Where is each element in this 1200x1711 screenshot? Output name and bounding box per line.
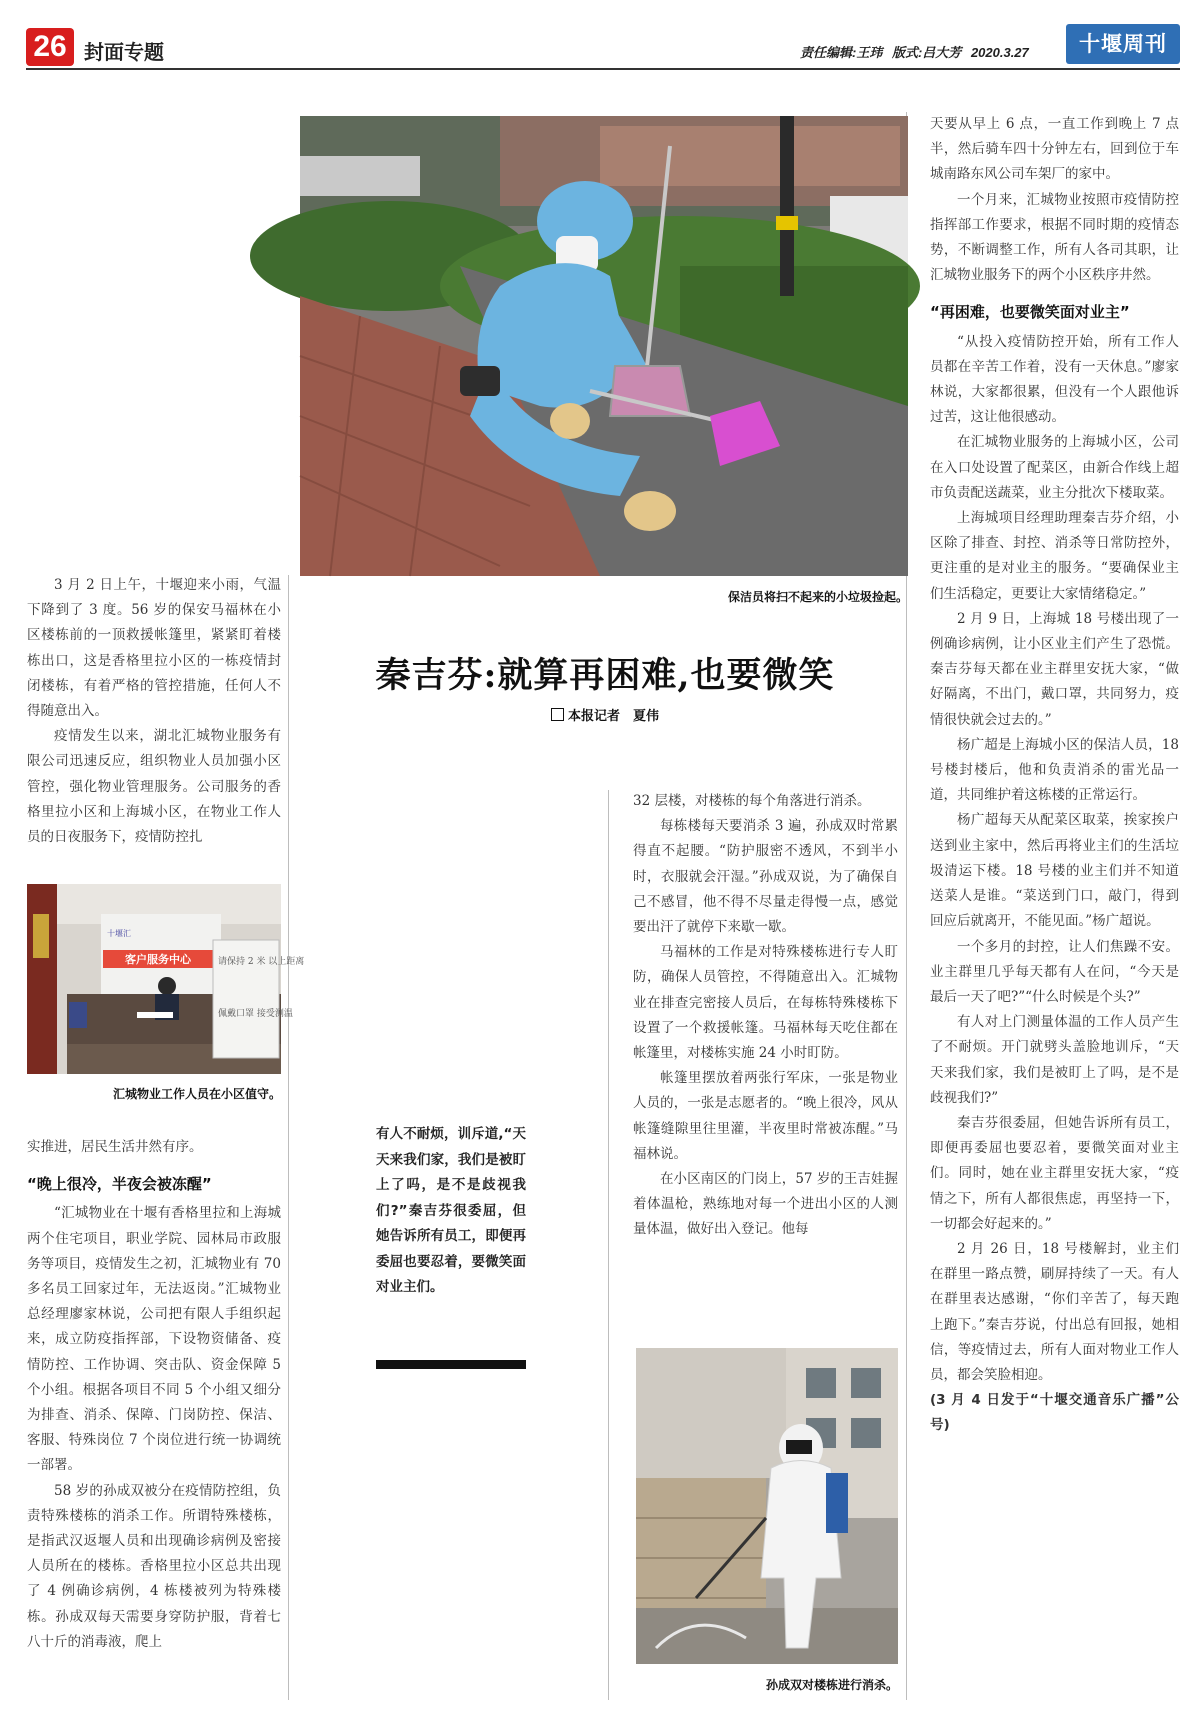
office-photo-caption: 汇城物业工作人员在小区值守。 <box>112 1087 281 1101</box>
paragraph: 有人对上门测量体温的工作人员产生了不耐烦。开门就劈头盖脸地训斥，“天天来我们家，我们是被盯上了吗，是不是歧视我们?” <box>930 1014 1179 1106</box>
cleaner-image <box>300 116 908 576</box>
paragraph: 杨广超每天从配菜区取菜，挨家挨户送到业主家中，然后再将业主们的生活垃圾清运下楼。18 号楼的业主们并不知道送菜人是谁。“菜送到门口，敲门，得到回应后就离开，不能见面。”杨广超说。 <box>930 812 1179 930</box>
pull-quote: 有人不耐烦，训斥道,“天天来我们家，我们是被盯上了吗，是不是歧视我们?”秦吉芬很委屈，但她告诉所有员工，即便再委屈也要忍着，要微笑面对业主们。 <box>376 1126 526 1295</box>
distance-sign-text: 请保持 2 米 以上距离 <box>218 957 305 967</box>
byline-text: 本报记者 夏伟 <box>567 708 659 723</box>
main-photo <box>300 116 908 576</box>
subheading: “晚上很冷，半夜会被冻醒” <box>27 1175 212 1194</box>
paragraph: 2 月 26 日，18 号楼解封，业主们在群里一路点赞，刷屏持续了一天。有人在群里表达感谢，“你们辛苦了，每天跑上跑下。”秦吉芬说，付出总有回报，她相信，等疫情过去，所有人面对物业工作人员，都会笑脸相迎。 <box>930 1240 1179 1383</box>
subheading: “再困难，也要微笑面对业主” <box>930 303 1130 322</box>
office-logo-text: 十堰汇 <box>107 929 131 938</box>
article-byline <box>300 705 910 724</box>
paragraph: 实推进，居民生活井然有序。 <box>27 1139 203 1155</box>
paragraph: 一个多月的封控，让人们焦躁不安。业主群里几乎每天都有人在问，“今天是最后一天了吧?”“什么时候是个头?” <box>930 938 1179 1005</box>
office-image <box>27 884 305 1074</box>
article-signoff: (3 月 4 日发于“十堰交通音乐广播”公号) <box>930 1392 1179 1434</box>
article-headline: 秦吉芬:就算再困难,也要微笑 <box>375 655 835 696</box>
paragraph: 秦吉芬很委屈，但她告诉所有员工，即便再委屈也要忍着，要微笑面对业主们。同时，她在业主群里安抚大家，“疫情之下，所有人都很焦虑，再坚持一下，一切都会好起来的。” <box>930 1114 1179 1232</box>
editor-credit: 责任编辑:王玮 <box>800 45 883 60</box>
main-photo-caption: 保洁员将扫不起来的小垃圾捡起。 <box>727 590 908 604</box>
paragraph: 3 月 2 日上午，十堰迎来小雨，气温下降到了 3 度。56 岁的保安马福林在小区楼栋前的一顶救援帐篷里，紧紧盯着楼栋出口，这是香格里拉小区的一栋疫情封闭楼栋，有着严格的管控措施，任何人不得随意出入。 <box>27 577 281 720</box>
disinfection-photo-caption: 孙成双对楼栋进行消杀。 <box>765 1678 898 1692</box>
disinfection-photo <box>636 1348 898 1664</box>
paragraph: 32 层楼，对楼栋的每个角落进行消杀。 <box>633 793 871 809</box>
article-column-4 <box>930 112 1179 1439</box>
paragraph: 2 月 9 日，上海城 18 号楼出现了一例确诊病例，让小区业主们产生了恐慌。秦吉芬每天都在业主群里安抚大家，“做好隔离，不出门，戴口罩，共同努力，疫情很快就会过去的。” <box>930 610 1179 728</box>
paragraph: 马福林的工作是对特殊楼栋进行专人盯防，确保人员管控，不得随意出入。汇城物业在排查完密接人员后，在每栋特殊楼栋下设置了一个救援帐篷。马福林每天吃住都在帐篷里，对楼栋实施 24 小时盯防。 <box>633 944 898 1062</box>
paragraph: 一个月来，汇城物业按照市疫情防控指挥部工作要求，根据不同时期的疫情态势，不断调整工作，所有人各司其职，让汇城物业服务下的两个小区秩序井然。 <box>930 191 1179 284</box>
paragraph: 帐篷里摆放着两张行军床，一张是物业人员的，一张是志愿者的。“晚上很冷，风从帐篷缝隙里往里灌，半夜里时常被冻醒。”马福林说。 <box>633 1070 898 1162</box>
masthead-logo: 十堰周刊 <box>1066 24 1180 64</box>
editor-credits <box>800 42 1035 61</box>
paragraph: “汇城物业在十堰有香格里拉和上海城两个住宅项目，职业学院、园林局市政服务等项目，疫情发生之初，汇城物业有 70 多名员工回家过年，无法返岗。”汇城物业总经理廖家林说，公司把有限人手组织起来，成立防疫指挥部，下设物资储备、疫情防控、工作协调、突击队、资金保障 5 个小组。根据各项目不同 5 个小组又细分为排查、消杀、保障、门岗防控、保洁、客服、特殊岗位 7 个岗位进行统一协调统一部署。 <box>27 1205 281 1474</box>
mask-sign-text: 佩戴口罩 接受测温 <box>218 1009 293 1019</box>
layout-credit: 版式:吕大芳 <box>891 45 962 60</box>
issue-date: 2020.3.27 <box>970 45 1029 60</box>
paragraph: 每栋楼每天要消杀 3 遍，孙成双时常累得直不起腰。“防护服密不透风，不到半小时，衣服就会汗湿。”孙成双说，为了确保自己不感冒，他不得不尽量走得慢一点，感觉要出汗了就停下来歇一歇。 <box>633 818 898 936</box>
office-photo <box>27 884 305 1074</box>
header-divider <box>26 68 1180 70</box>
article-column-3 <box>633 789 898 1243</box>
article-column-1b <box>27 1135 281 1655</box>
paragraph: 在汇城物业服务的上海城小区，公司在入口处设置了配菜区，由新合作线上超市负责配送蔬菜，业主分批次下楼取菜。 <box>930 434 1179 501</box>
paragraph: 在小区南区的门岗上，57 岁的王吉娃握着体温枪，熟练地对每一个进出小区的人测量体温，做好出入登记。他每 <box>633 1171 898 1238</box>
section-title: 封面专题 <box>84 42 164 64</box>
paragraph: 杨广超是上海城小区的保洁人员，18 号楼封楼后，他和负责消杀的雷光品一道，共同维护着这栋楼的正常运行。 <box>930 736 1179 804</box>
column-divider <box>288 575 289 1700</box>
paragraph: 上海城项目经理助理秦吉芬介绍，小区除了排查、封控、消杀等日常防控外，更注重的是对业主的服务。“要确保业主们生活稳定，更要让大家情绪稳定。” <box>930 510 1179 602</box>
paragraph: 天要从早上 6 点，一直工作到晚上 7 点半，然后骑车四十分钟左右，回到位于车城南路东风公司车架厂的家中。 <box>930 116 1179 183</box>
pull-quote-bar <box>376 1360 526 1369</box>
paragraph: “从投入疫情防控开始，所有工作人员都在辛苦工作着，没有一天休息。”廖家林说，大家都很累，但没有一个人跟他诉过苦，这让他很感动。 <box>930 333 1179 426</box>
page-number: 26 <box>26 28 74 66</box>
byline-box-icon <box>551 708 564 721</box>
paragraph: 疫情发生以来，湖北汇城物业服务有限公司迅速反应，组织物业人员加强小区管控，强化物业管理服务。公司服务的香格里拉小区和上海城小区，在物业工作人员的日夜服务下，疫情防控扎 <box>27 728 281 846</box>
disinfection-image <box>636 1348 898 1664</box>
paragraph: 58 岁的孙成双被分在疫情防控组，负责特殊楼栋的消杀工作。所谓特殊楼栋，是指武汉返堰人员和出现确诊病例及密接人员所在的楼栋。香格里拉小区总共出现了 4 例确诊病例，4 栋楼被列为特殊楼栋。孙成双每天需要身穿防护服，背着七八十斤的消毒液，爬上 <box>27 1482 281 1650</box>
article-column-1a <box>27 573 281 850</box>
office-sign-text: 客户服务中心 <box>125 953 191 966</box>
column-divider <box>608 790 609 1700</box>
